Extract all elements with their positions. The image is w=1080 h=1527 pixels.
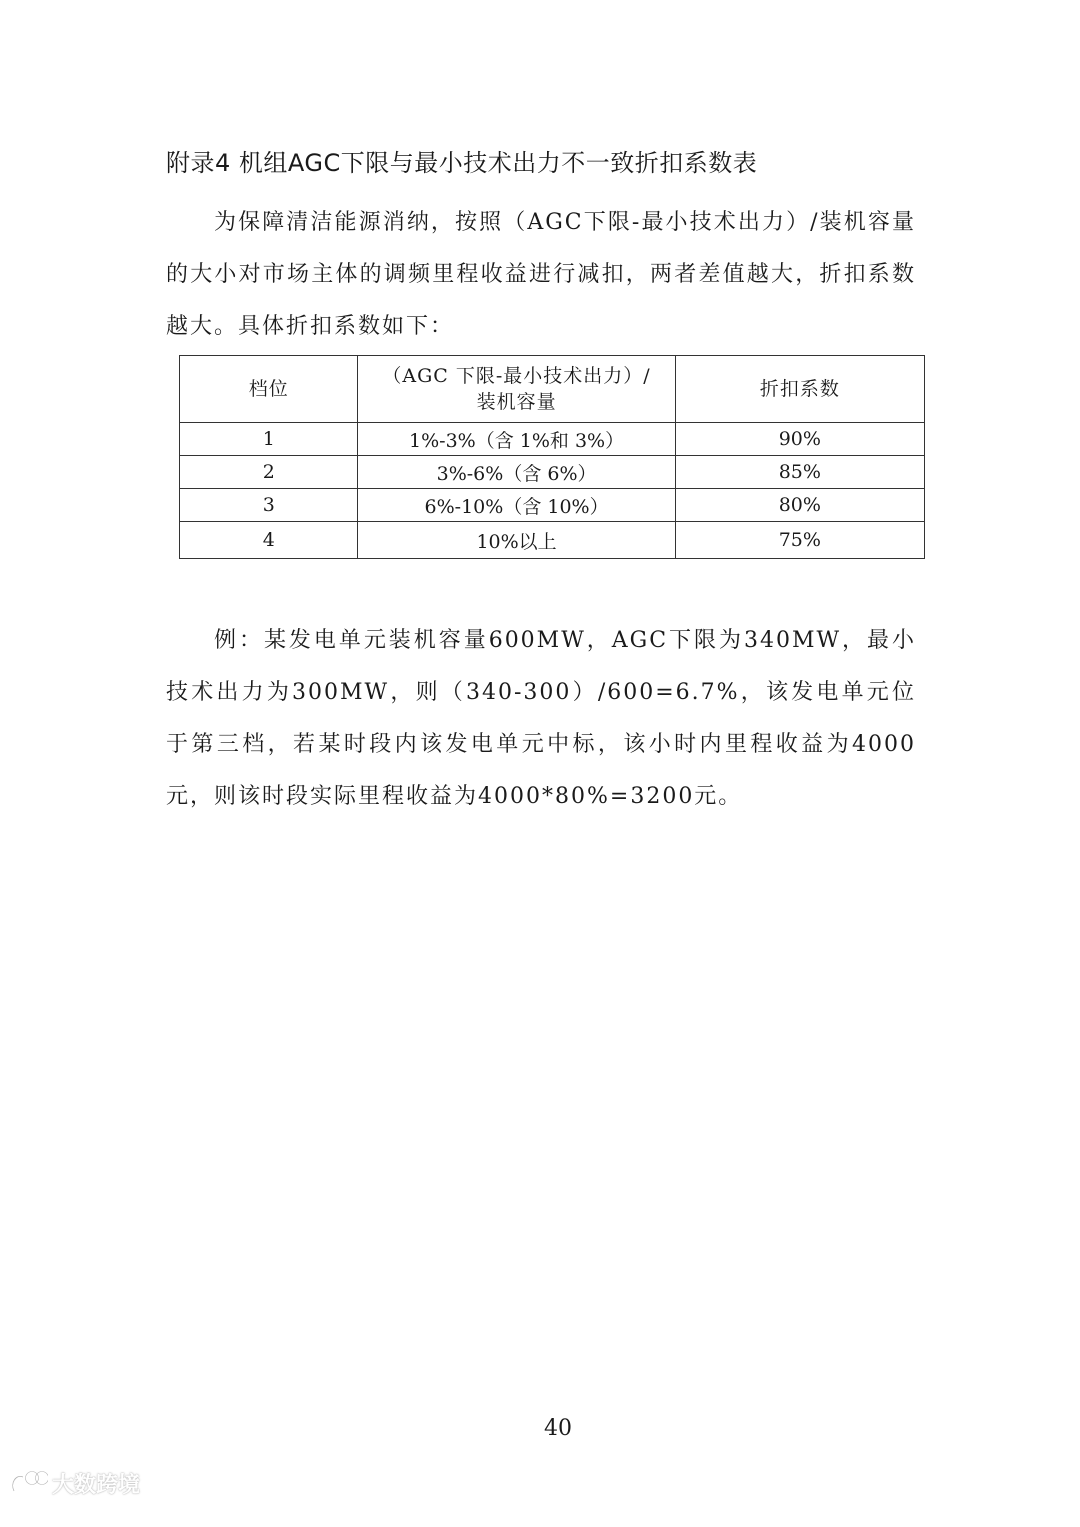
watermark bbox=[8, 1468, 140, 1499]
cell-tier: 1 bbox=[180, 423, 358, 456]
table-row bbox=[180, 456, 925, 489]
watermark-text: 大数跨境 bbox=[52, 1473, 141, 1498]
table-row bbox=[180, 423, 925, 456]
cell-coefficient: 80% bbox=[675, 489, 924, 522]
cell-coefficient: 90% bbox=[675, 423, 924, 456]
table-row bbox=[180, 489, 925, 522]
discount-table bbox=[179, 355, 925, 559]
page-number: 40 bbox=[544, 1416, 572, 1441]
table-row bbox=[180, 522, 925, 559]
header-ratio-line2: 装机容量 bbox=[476, 391, 557, 413]
cell-ratio: 1%-3%（含 1%和 3%） bbox=[358, 423, 675, 456]
cell-ratio: 3%-6%（含 6%） bbox=[358, 456, 675, 489]
cell-tier: 2 bbox=[180, 456, 358, 489]
cell-tier: 3 bbox=[180, 489, 358, 522]
table-header-row bbox=[180, 356, 925, 423]
logo-icon bbox=[8, 1469, 48, 1499]
example-paragraph: 例：某发电单元装机容量600MW，AGC下限为340MW，最小技术出力为300MW，则（340-300）/600=6.7%，该发电单元位于第三档，若某时段内该发电单元中标，该小时内里程收益为4000元，则该时段实际里程收益为4000*80%=3200元。 bbox=[166, 628, 916, 809]
header-coefficient: 折扣系数 bbox=[675, 356, 924, 423]
cell-coefficient: 85% bbox=[675, 456, 924, 489]
appendix-heading: 附录4 机组AGC下限与最小技术出力不一致折扣系数表 bbox=[166, 149, 758, 177]
header-ratio-line1: （AGC 下限-最小技术出力）/ bbox=[382, 365, 651, 387]
cell-coefficient: 75% bbox=[675, 522, 924, 559]
cell-tier: 4 bbox=[180, 522, 358, 559]
cell-ratio: 10%以上 bbox=[358, 522, 675, 559]
intro-paragraph: 为保障清洁能源消纳，按照（AGC下限-最小技术出力）/装机容量的大小对市场主体的调频里程收益进行减扣，两者差值越大，折扣系数越大。具体折扣系数如下： bbox=[166, 210, 916, 339]
header-tier: 档位 bbox=[180, 356, 358, 423]
cell-ratio: 6%-10%（含 10%） bbox=[358, 489, 675, 522]
header-ratio bbox=[358, 356, 675, 423]
